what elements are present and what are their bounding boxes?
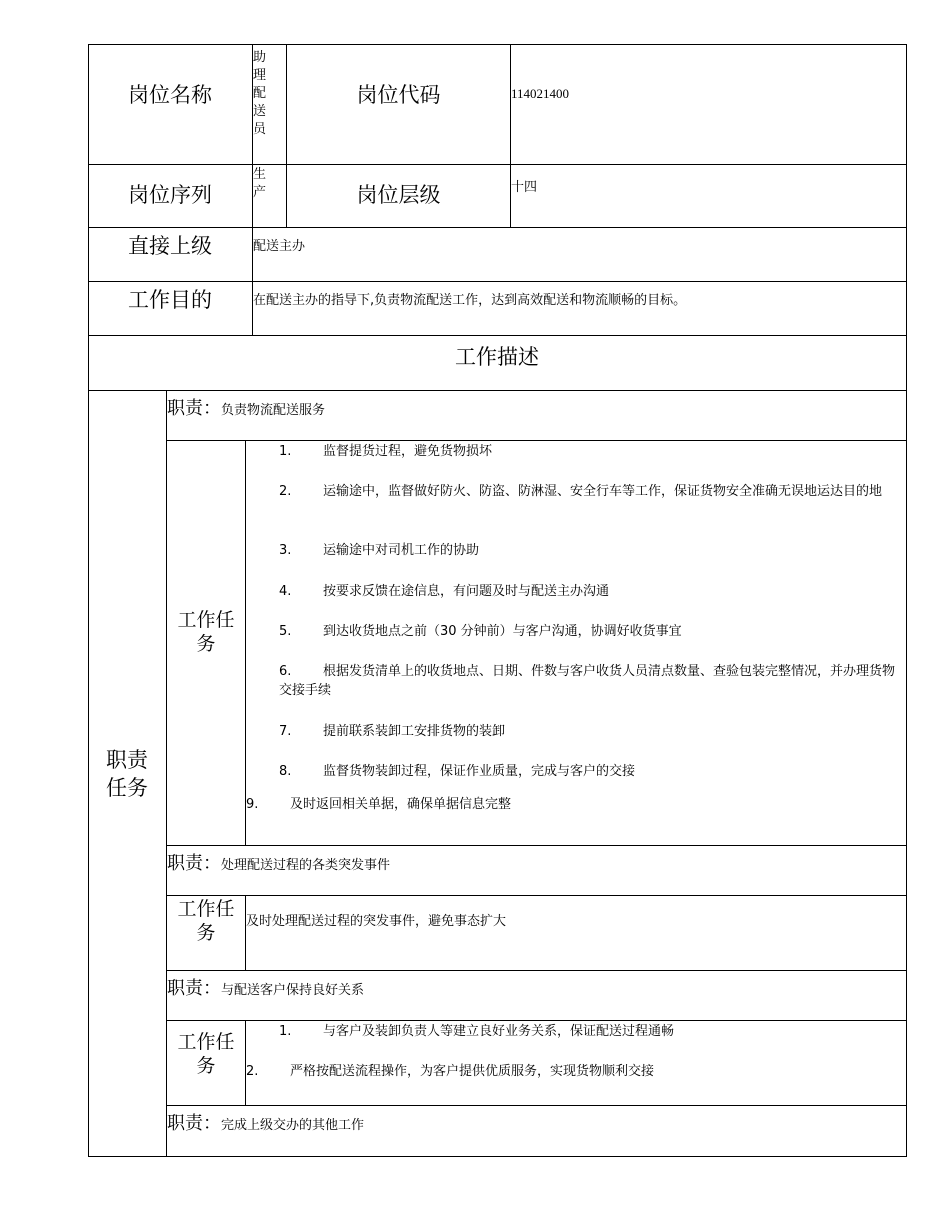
position-name-value-cell: [253, 44, 287, 165]
position-code-value-cell: [511, 44, 907, 165]
position-code-label-cell: [287, 44, 511, 165]
duty-4-row: [167, 1106, 907, 1157]
task-1-item-9: 9. 及时返回相关单据，确保单据信息完整: [246, 797, 512, 812]
description-title: 工作描述: [455, 345, 539, 369]
level-value: 十四: [511, 180, 538, 195]
duty-3-prefix: 职责：: [167, 978, 221, 999]
task-1-item-1: 1. 监督提货过程，避免货物损坏: [279, 444, 493, 459]
job-description-table: [88, 44, 907, 1157]
duty-1-row: [167, 391, 907, 441]
superior-label: 直接上级: [128, 233, 212, 258]
duty-1-title: 负责物流配送服务: [221, 403, 326, 418]
description-title-cell: [88, 336, 907, 391]
task-1-item-2: 2. 运输途中，监督做好防火、防盗、防淋湿、安全行车等工作，保证货物安全准确无误地运达目的地: [279, 484, 883, 499]
task-1-label: 工作任务: [177, 609, 235, 655]
task-1-item-5: 5. 到达收货地点之前（30 分钟前）与客户沟通，协调好收货事宜: [279, 624, 682, 639]
purpose-value-cell: [253, 282, 907, 336]
sequence-value-cell: [253, 165, 287, 228]
purpose-label-cell: [88, 282, 253, 336]
task-2-item-1: 及时处理配送过程的突发事件，避免事态扩大: [246, 914, 507, 929]
duties-label-cell: [88, 391, 167, 1157]
task-3-item-2: 2. 严格按配送流程操作，为客户提供优质服务，实现货物顺利交接: [246, 1064, 655, 1079]
duty-3-row: [167, 971, 907, 1021]
position-name-label: 岗位名称: [128, 83, 212, 107]
task-3-list: [246, 1021, 907, 1106]
task-1-item-7: 7. 提前联系装卸工安排货物的装卸: [279, 724, 506, 739]
task-1-list: [246, 441, 907, 846]
task-2-label-cell: [167, 896, 246, 971]
sequence-label: 岗位序列: [128, 183, 212, 207]
task-3-item-1: 1. 与客户及装卸负责人等建立良好业务关系，保证配送过程通畅: [279, 1024, 675, 1039]
task-1-item-6: 6. 根据发货清单上的收货地点、日期、件数与客户收货人员清点数量、查验包装完整情况，并办理货物交接手续: [279, 664, 896, 698]
level-value-cell: [511, 165, 907, 228]
sequence-value: 生产: [253, 167, 267, 200]
duty-2-title: 处理配送过程的各类突发事件: [221, 858, 391, 873]
sequence-label-cell: [88, 165, 253, 228]
position-code-value: 114021400: [511, 86, 570, 101]
duty-1-prefix: 职责：: [167, 398, 221, 419]
duty-3-title: 与配送客户保持良好关系: [221, 983, 365, 998]
duty-2-prefix: 职责：: [167, 853, 221, 874]
task-2-label: 工作任务: [177, 898, 235, 944]
duties-label: 职责任务: [106, 747, 148, 800]
task-2-list: [246, 896, 907, 971]
duty-4-prefix: 职责：: [167, 1113, 221, 1134]
duty-2-row: [167, 846, 907, 896]
task-1-item-3: 3. 运输途中对司机工作的协助: [279, 543, 480, 558]
task-1-label-cell: [167, 441, 246, 846]
superior-value-cell: [253, 228, 907, 282]
task-3-label-cell: [167, 1021, 246, 1106]
task-1-item-4: 4. 按要求反馈在途信息，有问题及时与配送主办沟通: [279, 584, 610, 599]
purpose-label: 工作目的: [128, 287, 212, 312]
level-label-cell: [287, 165, 511, 228]
level-label: 岗位层级: [356, 183, 441, 207]
position-name-label-cell: [88, 44, 253, 165]
task-1-item-8: 8. 监督货物装卸过程，保证作业质量，完成与客户的交接: [279, 764, 636, 779]
duty-4-title: 完成上级交办的其他工作: [221, 1118, 365, 1133]
superior-value: 配送主办: [253, 239, 306, 254]
position-name-value: 助理配送员: [253, 50, 267, 137]
position-code-label: 岗位代码: [356, 83, 441, 107]
purpose-value: 在配送主办的指导下,负责物流配送工作，达到高效配送和物流顺畅的目标。: [253, 293, 687, 308]
task-3-label: 工作任务: [177, 1031, 235, 1077]
superior-label-cell: [88, 228, 253, 282]
